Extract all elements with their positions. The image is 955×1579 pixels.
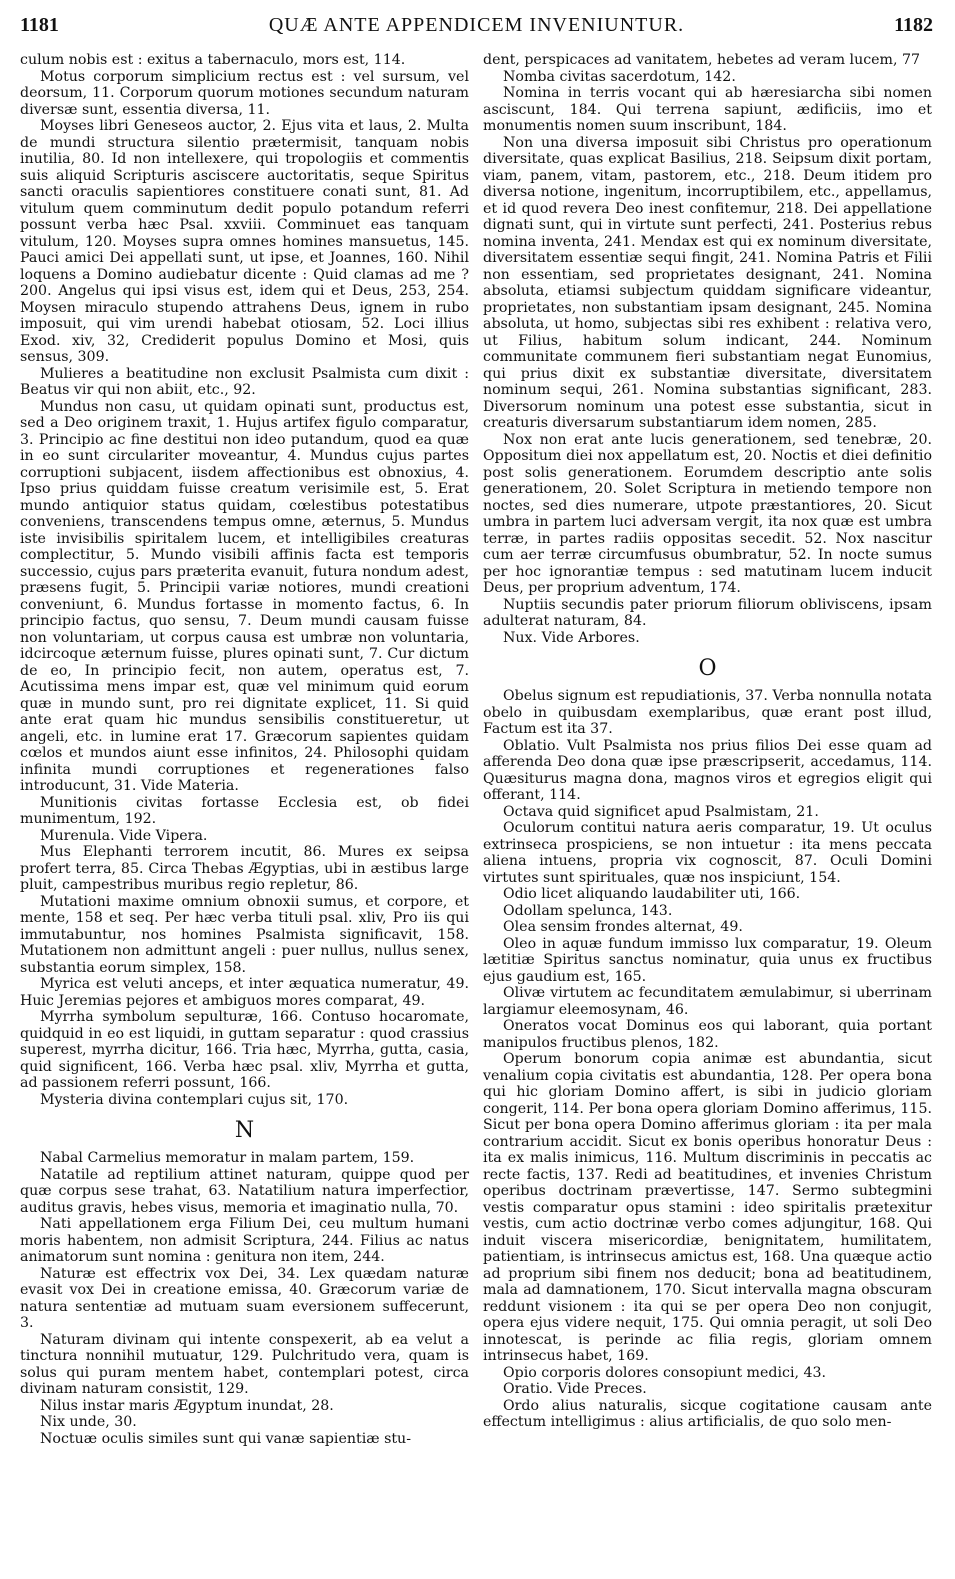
- right-page-number: 1182: [894, 14, 933, 36]
- index-entry: Motus corporum simplicium rectus est : vel sursum, vel deorsum, 11. Corporum quorum motiones secundum naturam diversæ sunt, essentia diversa, 11.: [20, 68, 469, 118]
- index-entry: Nilus instar maris Ægyptum inundat, 28.: [40, 1397, 334, 1414]
- index-entry: Non una diversa imposuit sibi Christus pro operationum diversitate, quas explicat Basilius, 218. Seipsum dixit portam, viam, panem, vitam, pastorem, etc., 218. Deum itidem pro diversa notione, ingenitum, incorruptibilem, etc., appellamus, et id quod revera Deo inest confitemur, 218. Dei appellatione dignati sunt, qui in virtute sunt perfecti, 241. Posterius rebus nomina inventa, 241. Mendax est qui ex nominum diversitate, diversitatem essentiæ sequi fingit, 241. Nomina Patris et Filii non essentiam, sed proprietates designant, 241. Nomina absoluta, etiamsi subjectum quiddam significare videantur, proprietates, non substantiam ipsam designant, 245. Nomina absoluta, ut homo, subjectas sibi res exhibent : relativa vero, ut Filius, habitum solum indicant, 244. Nominum communitate communem fieri substantiam negat Eunomius, qui prius dixit ex substantiæ diversitate, diversitatem nominum sequi, 261. Nomina substantias significant, 283. Diversorum nominum una potest esse substantia, sicut in creaturis diversarum substantiarum idem nomen, 285.: [483, 134, 932, 431]
- index-entry: Nux. Vide Arbores.: [503, 629, 640, 646]
- index-entry: Odio licet aliquando laudabiliter uti, 166.: [503, 886, 801, 902]
- index-entry: Oleo in aquæ fundum immisso lux comparatur, 19. Oleum lætitiæ Spiritus sanctus nominatur, quia unus ex fructibus ejus gaudium est, 165.: [483, 935, 932, 985]
- right-column: [483, 52, 932, 1447]
- index-entry: Mysteria divina contemplari cujus sit, 170.: [40, 1091, 349, 1108]
- index-entry: Octava quid significet apud Psalmistam, 21.: [503, 803, 819, 820]
- index-entry: Nix unde, 30.: [40, 1414, 137, 1430]
- left-column: [20, 52, 469, 1447]
- index-entry: Mutationi maxime omnium obnoxii sumus, et corpore, et mente, 158 et seq. Per hæc verba tituli psal. xliv, Pro iis qui immutabuntur, nos homines Psalmista significavit, 158. Mutationem non admittunt angeli : puer nullus, nullus senex, substantia eorum simplex, 158.: [20, 893, 469, 976]
- index-entry: Olea sensim frondes alternat, 49.: [503, 919, 743, 935]
- index-entry-continued: dent, perspicaces ad vanitatem, hebetes ad veram lucem, 77: [483, 52, 921, 68]
- index-entry: Oblatio. Vult Psalmista nos prius filios Dei esse quam ad afferenda Deo dona quæ ipse præscripserit, accedamus, 114. Quæsiturus magna dona, magnos viros et egregios eligit qui offerant, 114.: [483, 737, 932, 803]
- index-entry: Mulieres a beatitudine non exclusit Psalmista cum dixit : Beatus vir qui non abiit, etc., 92.: [20, 365, 469, 398]
- index-entry: Murenula. Vide Vipera.: [40, 827, 208, 844]
- index-entry: Oculorum contitui natura aeris comparatur, 19. Ut oculus extrinseca prospiciens, se non intuetur : ita mens peccata aliena intuens, propria vix cognoscit, 87. Oculi Domini virtutes sunt spirituales, quæ nos inspiciunt, 154.: [483, 820, 932, 886]
- index-entry: Nomba civitas sacerdotum, 142.: [503, 68, 736, 85]
- index-entry: Nati appellationem erga Filium Dei, ceu multum humani moris habentem, non admisit Scriptura, 244. Filius ac natus animatorum sunt nomina : genitura non item, 244.: [20, 1216, 469, 1265]
- index-entry: Mus Elephanti terrorem incutit, 86. Mures ex seipsa profert terra, 85. Circa Thebas Ægyptias, ubi in æstibus large pluit, campestribus muribus regio repletur, 86.: [20, 844, 469, 893]
- index-entry: Natatile ad reptilium attinet naturam, quippe quod per quæ corpus sese trahat, 63. Natatilium natura imperfectior, auditus gravis, hebes visus, memoria et imaginatio nulla, 70.: [20, 1166, 469, 1216]
- index-entry: Olivæ virtutem ac fecunditatem æmulabimur, si uberrinam largiamur eleemosynam, 46.: [483, 985, 932, 1018]
- index-entry: Oneratos vocat Dominus eos qui laborant, quia portant manipulos fructibus plenos, 182.: [483, 1018, 932, 1051]
- index-entry: Noctuæ oculis similes sunt qui vanæ sapientiæ stu-: [40, 1430, 411, 1447]
- index-entry: Myrrha symbolum sepulturæ, 166. Contuso hocaromate, quidquid in eo est liquidi, in guttam separatur : quod crassius superest, myrrha dicitur, 166. Tria hæc, Myrrha, gutta, casia, quid significent, 166. Verba hæc psal. xliv, Myrrha et gutta, ad passionem referri possunt, 166.: [20, 1009, 469, 1091]
- index-entry: Nuptiis secundis pater priorum filiorum obliviscens, ipsam adulterat naturam, 84.: [483, 596, 932, 629]
- index-entry: Nabal Carmelius memoratur in malam partem, 159.: [40, 1150, 415, 1166]
- index-entry: Oratio. Vide Preces.: [503, 1381, 647, 1397]
- section-letter: O: [698, 656, 717, 681]
- index-entry: Munitionis civitas fortasse Ecclesia est, ob fidei munimentum, 192.: [20, 794, 469, 827]
- index-entry: Naturam divinam qui intente conspexerit, ab ea velut a tinctura nonnihil mutuatur, 129. Pulchritudo vera, quam is solus qui puram mentem habet, contemplari potest, circa divinam naturam consistit, 129.: [20, 1331, 469, 1397]
- index-entry: Nox non erat ante lucis generationem, sed tenebræ, 20. Oppositum diei nox appellatum est, 20. Noctis et diei definitio post solis generationem. Eorumdem descriptio ante solis generationem, 20. Solet Scriptura in metiendo tempore non noctes, sed dies numerare, utpote præstantiores, 20. Sicut umbra in partem luci adversam vergit, ita nox quæ est umbra terræ, in partes radiis oppositas secedit. 52. Nox nascitur cum aer terræ circumfusus obumbratur, 52. In nocte sumus per hoc ignorantiæ tempus : sed matutinam lucem inducit Deus, per proprium adventum, 174.: [483, 431, 932, 596]
- index-entry: Odollam spelunca, 143.: [503, 902, 673, 919]
- index-entry: Myrica est veluti anceps, et inter æquatica numeratur, 49. Huic Jeremias pejores et ambiguos mores comparat, 49.: [20, 976, 469, 1009]
- index-entry: Moyses libri Geneseos auctor, 2. Ejus vita et laus, 2. Multa de mundi structura silentio prætermisit, tanquam nobis inutilia, 80. Id non intellexere, qui tropologiis et commentis suis aliquid Scripturis asciscere auctoritatis, seque Spiritus sancti oraculis sapientiores constituere conati sunt, 81. Ad vitulum quem comminutum dedit populo potandum referri possunt verba hæc Psal. xxviii. Comminuet eas tanquam vitulum, 120. Moyses supra omnes homines mansuetus, 145. Pauci amici Dei appellati sunt, ut ipse, et Joannes, 160. Nihil loquens a Domino audiebatur dicente : Quid clamas ad me ? 200. Angelus qui ipsi visus est, idem qui et Deus, 253, 254. Moysen miraculo stupendo attrahens Deus, ignem in rubo imposuit, qui vim urendi habebat otiosam, 52. Loci illius Exod. xiv, 32, Crediderit populus Domino et Mosi, quis sensus, 309.: [20, 118, 469, 365]
- left-page-number: 1181: [20, 14, 59, 36]
- running-title: QUÆ ANTE APPENDICEM INVENIUNTUR.: [268, 14, 685, 36]
- index-entry: Operum bonorum copia animæ est abundantia, sicut venalium copia civitatis est abundantia, 128. Per opera bona qui hic gloriam Domino affert, is sibi in judicio gloriam congerit, 114. Per bona opera gloriam Domino afferimus, 115. Sicut per bona opera Domino afferimus gloriam : ita per mala contrarium accidit. Sicut ex bonis operibus honoratur Deus : ita ex malis inimicus, 116. Multum discriminis in peccatis ac recte factis, 137. Redi ad beatitudines, et invenies Christum operibus doctrinam prævertisse, 147. Sermo subtegmini vestis comparatur opus stamini : ideo spiritalis prætexitur vestis, cum actio doctrinæ verbo comes adjungitur, 168. Qui induit viscera misericordiæ, benignitatem, humilitatem, patientiam, is intrinsecus amictus est, 168. Una quæque actio ad proprium sibi finem nos deducit; bona ad beatitudinem, mala ad damnationem, 170. Sicut intervalla magna obscuram reddunt visionem : ita qui se per opera Deo non conjugit, opera ejus videre nequit, 175. Qui omnia peragit, ut soli Deo innotescat, is perinde ac filia regis, gloriam omnem intrinsecus habet, 169.: [483, 1051, 932, 1364]
- page-header: [20, 14, 933, 44]
- text-columns: [20, 52, 933, 1447]
- index-entry: Obelus signum est repudiationis, 37. Verba nonnulla notata obelo in quibusdam exemplaribus, quæ erant post illud, Factum est ita 37.: [483, 688, 932, 737]
- index-entry: Nomina in terris vocant qui ab hæresiarcha sibi nomen asciscunt, 184. Qui terrena sapiunt, ædificiis, imo et monumentis nomen suum inscribunt, 184.: [483, 85, 932, 134]
- section-letter: N: [234, 1118, 255, 1143]
- index-entry: Naturæ est effectrix vox Dei, 34. Lex quædam naturæ evasit vox Dei in creatione emissa, 40. Græcorum variæ de natura sententiæ ad mutuam suam eversionem suffecerunt, 3.: [20, 1265, 469, 1331]
- index-entry: Ordo alius naturalis, sicque cogitatione causam ante effectum intelligimus : alius artificialis, de quo solo men-: [483, 1397, 932, 1430]
- index-entry: Mundus non casu, ut quidam opinati sunt, productus est, sed a Deo originem traxit, 1. Hujus artifex figulo comparatur, 3. Principio ac fine destitui non ideo putandum, quod ea quæ in eo sunt circulariter moveantur, 4. Mundus cujus partes corruptioni subjacent, iisdem affectionibus est obnoxius, 4. Ipso prius quiddam fuisse creatum verisimile est, 5. Erat mundo antiquior status quidam, cœlestibus potestatibus conveniens, transcendens tempus omne, æternus, 5. Mundus iste invisibilis spiritalem lucem, et intelligibiles creaturas complectitur, 5. Mundo visibili affinis facta est temporis successio, cujus pars præterita evanuit, futura nondum adest, præsens fugit, 5. Principii variæ notiores, mundi creationi conveniunt, 6. Mundus fortasse in momento factus, 6. In principio factus, quo sensu, 7. Deum mundi causam fuisse non voluntariam, ut corpus causa est umbræ non voluntaria, idcircoque æternum fuisse, plures opinati sunt, 7. Cur dictum de eo, In principio fecit, non autem, operatus est, 7. Acutissima mens impar est, quæ vel minimum quid eorum quæ in mundo sunt, pro rei dignitate explicet, 11. Si quid ante erat quam hic mundus sensibilis constitueretur, ut angeli, etc. in lumine erat 17. Græcorum sapientes quidam cœlos et mundos aiunt esse infinitos, 24. Philosophi quidam infinita mundi corruptiones et regenerationes falso introducunt, 31. Vide Materia.: [20, 398, 469, 794]
- index-entry: Opio corporis dolores consopiunt medici, 43.: [503, 1364, 827, 1381]
- index-entry-continued: culum nobis est : exitus a tabernaculo, mors est, 114.: [20, 52, 406, 68]
